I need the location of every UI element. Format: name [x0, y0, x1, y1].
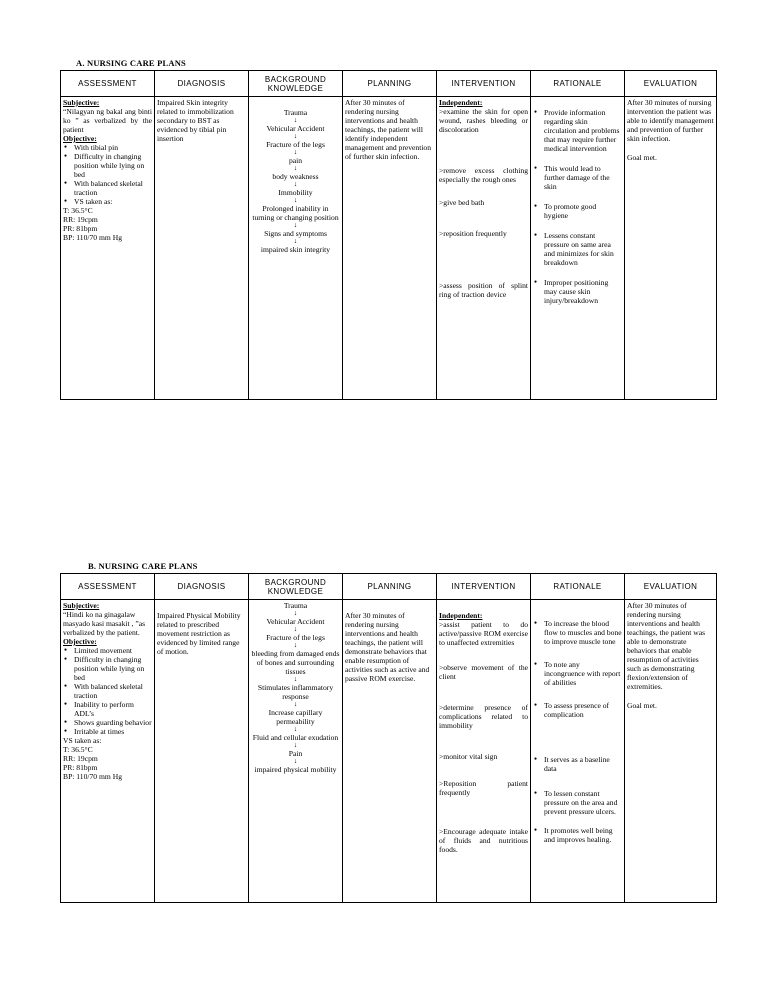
vital-temp: T: 36.5°C [63, 745, 93, 754]
header-assessment: ASSESSMENT [61, 574, 155, 600]
header-intervention: INTERVENTION [437, 574, 531, 600]
planning-text: After 30 minutes of rendering nursing interventions and health teachings, the patient will demonstrate behaviors that enable resumption of activities such as active and passive ROM exercise. [345, 611, 430, 683]
vital-bp: BP: 110/70 mm Hg [63, 772, 122, 781]
header-diagnosis: DIAGNOSIS [155, 574, 249, 600]
flow-step: Vehicular Accident [266, 617, 325, 626]
planning-cell [343, 600, 437, 903]
rationale-list [533, 619, 622, 844]
intervention-item: >Reposition patient frequently [439, 779, 528, 797]
header-rationale: RATIONALE [531, 71, 625, 97]
list-item: ● Difficulty in changing position while lying on bed [74, 655, 152, 682]
list-item: ● To increase the blood flow to muscles and bone to improve muscle tone [544, 619, 622, 646]
evaluation-cell [625, 97, 717, 400]
evaluation-text: After 30 minutes of nursing intervention the patient was able to identify management and prevention of further skin infection. [627, 98, 714, 143]
arrow-down-icon: ↓ [293, 116, 298, 124]
objective-label: Objective: [63, 134, 97, 143]
flow-step: Fracture of the legs [266, 140, 325, 149]
diagnosis-cell [155, 600, 249, 903]
rationale-cell [531, 97, 625, 400]
intervention-item: >assist patient to do active/passive ROM exercise to unaffected extremities [439, 620, 528, 647]
intervention-item: >Encourage adequate intake of fluids and nutritious foods. [439, 827, 528, 854]
objective-list [63, 646, 152, 736]
background-flow [251, 601, 340, 774]
evaluation-text: After 30 minutes of rendering nursing interventions and health teachings, the patient was able to demonstrate behaviors that enable resumption of activities such as demonstrating flexion/extension of extremities. [627, 601, 706, 691]
intervention-item: >remove excess clothing especially the rough ones [439, 166, 528, 184]
arrow-down-icon: ↓ [293, 164, 298, 172]
intervention-item: >monitor vital sign [439, 752, 498, 761]
planning-text: After 30 minutes of rendering nursing interventions and health teachings, the patient will identify independent management and prevention of further skin infection. [345, 98, 432, 161]
vital-bp: BP: 110/70 mm Hg [63, 233, 122, 242]
header-background: BACKGROUND KNOWLEDGE [249, 574, 343, 600]
arrow-down-icon: ↓ [293, 700, 298, 708]
flow-step: Trauma [283, 108, 308, 117]
background-cell [249, 600, 343, 903]
arrow-down-icon: ↓ [293, 725, 298, 733]
flow-step: impaired physical mobility [254, 765, 337, 774]
list-item: ● Irritable at times [74, 727, 152, 736]
goal-status: Goal met. [627, 153, 657, 162]
subjective-text: “Hindi ko na ginagalaw masyado kasi masakit , ”as verbalized by the patient. [63, 610, 146, 637]
list-item: ● Limited movement [74, 646, 152, 655]
arrow-down-icon: ↓ [293, 132, 298, 140]
vital-rr: RR: 19cpm [63, 215, 98, 224]
list-item: ● Shows guarding behavior [74, 718, 152, 727]
flow-step: Stimulates inflammatory response [257, 683, 334, 701]
list-item: ● Provide information regarding skin circulation and problems that may require further medical intervention [544, 108, 622, 153]
arrow-down-icon: ↓ [293, 221, 298, 229]
flow-step: Vehicular Accident [266, 124, 325, 133]
list-item: ● With tibial pin [74, 143, 152, 152]
header-evaluation: EVALUATION [625, 574, 717, 600]
assessment-cell [61, 97, 155, 400]
subjective-text: “Nilagyan ng bakal ang binti ko ” as verbalized by the patient [63, 107, 152, 134]
list-item: ● Difficulty in changing position while lying on bed [74, 152, 152, 179]
arrow-down-icon: ↓ [293, 148, 298, 156]
header-assessment: ASSESSMENT [61, 71, 155, 97]
objective-label: Objective: [63, 637, 97, 646]
list-item: ● It serves as a baseline data [544, 755, 622, 773]
flow-step: bleeding from damaged ends of bones and surrounding tissues [251, 649, 340, 676]
header-planning: PLANNING [343, 71, 437, 97]
intervention-item: >observe movement of the client [439, 663, 528, 681]
flow-step: Immobility [278, 188, 313, 197]
intervention-label: Independent: [439, 611, 483, 620]
list-item: ● With balanced skeletal traction [74, 179, 152, 197]
flow-step: Pain [288, 749, 303, 758]
intervention-label: Independent: [439, 98, 483, 107]
arrow-down-icon: ↓ [293, 237, 298, 245]
list-item: ● To assess presence of complication [544, 701, 622, 719]
evaluation-cell [625, 600, 717, 903]
planning-cell [343, 97, 437, 400]
flow-step: Increase capillary permeability [268, 708, 323, 726]
rationale-list [533, 108, 622, 305]
intervention-item: >examine the skin for open wound, rashes bleeding or discoloration [439, 107, 528, 134]
header-planning: PLANNING [343, 574, 437, 600]
list-item: ● Improper positioning may cause skin injury/breakdown [544, 278, 622, 305]
header-diagnosis: DIAGNOSIS [155, 71, 249, 97]
vital-rr: RR: 19cpm [63, 754, 98, 763]
rationale-cell [531, 600, 625, 903]
intervention-item: >determine presence of complications related to immobility [439, 703, 528, 730]
intervention-cell [437, 600, 531, 903]
list-item: ● It promotes well being and improves healing. [544, 826, 622, 844]
list-item: ● To note any incongruence with report of abilities [544, 660, 622, 687]
arrow-down-icon: ↓ [293, 741, 298, 749]
plan-a-table [60, 70, 717, 400]
list-item: ● This would lead to further damage of the skin [544, 164, 622, 191]
arrow-down-icon: ↓ [293, 196, 298, 204]
list-item: ● To lessen constant pressure on the area and prevent pressure ulcers. [544, 789, 622, 816]
list-item: ● Inability to perform ADL’s [74, 700, 152, 718]
arrow-down-icon: ↓ [293, 180, 298, 188]
flow-step: pain [288, 156, 303, 165]
header-intervention: INTERVENTION [437, 71, 531, 97]
intervention-cell [437, 97, 531, 400]
flow-step: body weakness [272, 172, 319, 181]
plan-a-title: A. NURSING CARE PLANS [76, 58, 186, 68]
diagnosis-text: Impaired Physical Mobility related to prescribed movement restriction as evidenced by limited range of motion. [157, 611, 241, 656]
list-item: ● VS taken as: [74, 197, 152, 206]
assessment-cell [61, 600, 155, 903]
header-evaluation: EVALUATION [625, 71, 717, 97]
intervention-item: >give bed bath [439, 198, 485, 207]
flow-step: impaired skin integrity [260, 245, 331, 254]
vital-pr: PR: 81bpm [63, 763, 98, 772]
header-background: BACKGROUND KNOWLEDGE [249, 71, 343, 97]
header-rationale: RATIONALE [531, 574, 625, 600]
flow-step: Prolonged inability in turning or changing position [252, 204, 339, 222]
list-item: ● With balanced skeletal traction [74, 682, 152, 700]
arrow-down-icon: ↓ [293, 757, 298, 765]
vital-temp: T: 36.5°C [63, 206, 93, 215]
flow-step: Fracture of the legs [266, 633, 325, 642]
intervention-item: >reposition frequently [439, 229, 507, 238]
list-item: ● Lessens constant pressure on same area and minimizes for skin breakdown [544, 231, 622, 267]
diagnosis-text: Impaired Skin integrity related to immobilization secondary to BST as evidenced by tibial pin insertion [157, 98, 234, 143]
vital-pr: PR: 81bpm [63, 224, 98, 233]
diagnosis-cell [155, 97, 249, 400]
objective-list [63, 143, 152, 206]
flow-step: Fluid and cellular exudation [252, 733, 339, 742]
vital-label: VS taken as: [63, 736, 102, 745]
intervention-item: >assess position of splint ring of traction device [439, 281, 528, 299]
flow-step: Signs and symptoms [264, 229, 327, 238]
arrow-down-icon: ↓ [293, 641, 298, 649]
plan-b-table [60, 573, 717, 903]
flow-step: Trauma [283, 601, 308, 610]
arrow-down-icon: ↓ [293, 625, 298, 633]
arrow-down-icon: ↓ [293, 609, 298, 617]
subjective-label: Subjective: [63, 601, 100, 610]
background-cell [249, 97, 343, 400]
plan-b-title: B. NURSING CARE PLANS [88, 561, 198, 571]
list-item: ● To promote good hygiene [544, 202, 622, 220]
background-flow [251, 108, 340, 254]
arrow-down-icon: ↓ [293, 675, 298, 683]
goal-status: Goal met. [627, 701, 657, 710]
subjective-label: Subjective: [63, 98, 100, 107]
